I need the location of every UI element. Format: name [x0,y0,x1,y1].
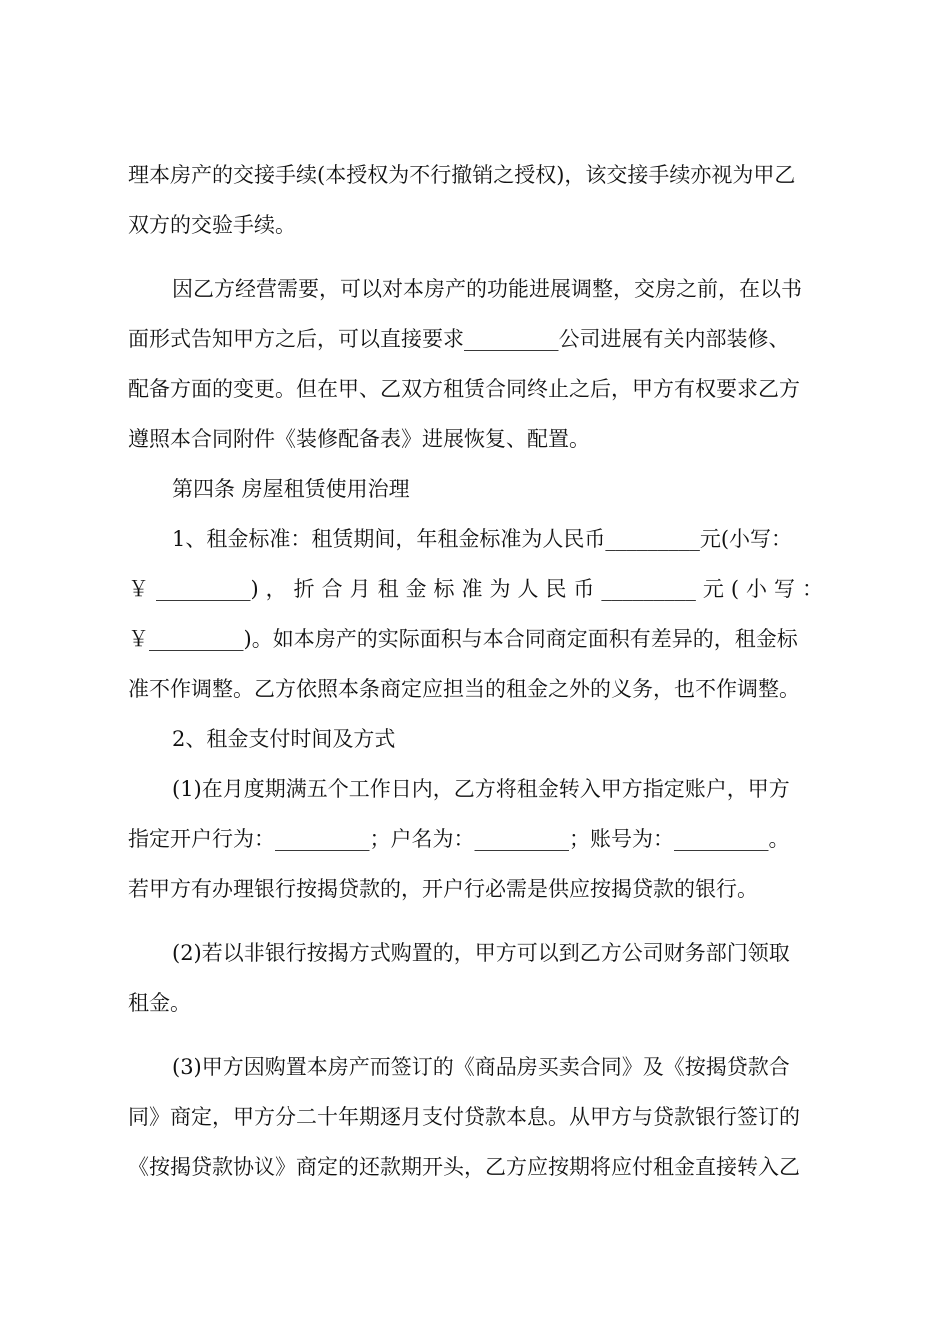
text-line: 指定开户行为：_________；户名为：_________；账号为：_________。 [128,827,790,851]
text-line: 双方的交验手续。 [128,213,296,237]
text-line: (2)若以非银行按揭方式购置的，甲方可以到乙方公司财务部门领取 [172,941,790,965]
text-line: 理本房产的交接手续(本授权为不行撤销之授权)，该交接手续亦视为甲乙 [128,163,796,187]
text-line: 租金。 [128,991,191,1015]
section-heading: 第四条 房屋租赁使用治理 [172,477,410,501]
text-line: 配备方面的变更。但在甲、乙双方租赁合同终止之后，甲方有权要求乙方 [128,377,800,401]
text-line: 因乙方经营需要，可以对本房产的功能进展调整，交房之前，在以书 [172,277,802,301]
text-line: 同》商定，甲方分二十年期逐月支付贷款本息。从甲方与贷款银行签订的 [128,1105,800,1129]
text-line: ￥_________)。如本房产的实际面积与本合同商定面积有差异的，租金标 [128,627,798,651]
text-line: 1、租金标准：租赁期间，年租金标准为人民币_________元(小写： [172,527,793,551]
text-line: 《按揭贷款协议》商定的还款期开头，乙方应按期将应付租金直接转入乙 [128,1155,800,1179]
text-line: ￥_________)，折合月租金标准为人民币_________元(小写： [128,577,823,601]
text-line: 面形式告知甲方之后，可以直接要求_________公司进展有关内部装修、 [128,327,790,351]
section-heading: 2、租金支付时间及方式 [172,727,396,751]
text-line: 准不作调整。乙方依照本条商定应担当的租金之外的义务，也不作调整。 [128,677,800,701]
text-line: (1)在月度期满五个工作日内，乙方将租金转入甲方指定账户，甲方 [172,777,790,801]
text-line: 若甲方有办理银行按揭贷款的，开户行必需是供应按揭贷款的银行。 [128,877,758,901]
text-line: 遵照本合同附件《装修配备表》进展恢复、配置。 [128,427,590,451]
text-line: (3)甲方因购置本房产而签订的《商品房买卖合同》及《按揭贷款合 [172,1055,790,1079]
